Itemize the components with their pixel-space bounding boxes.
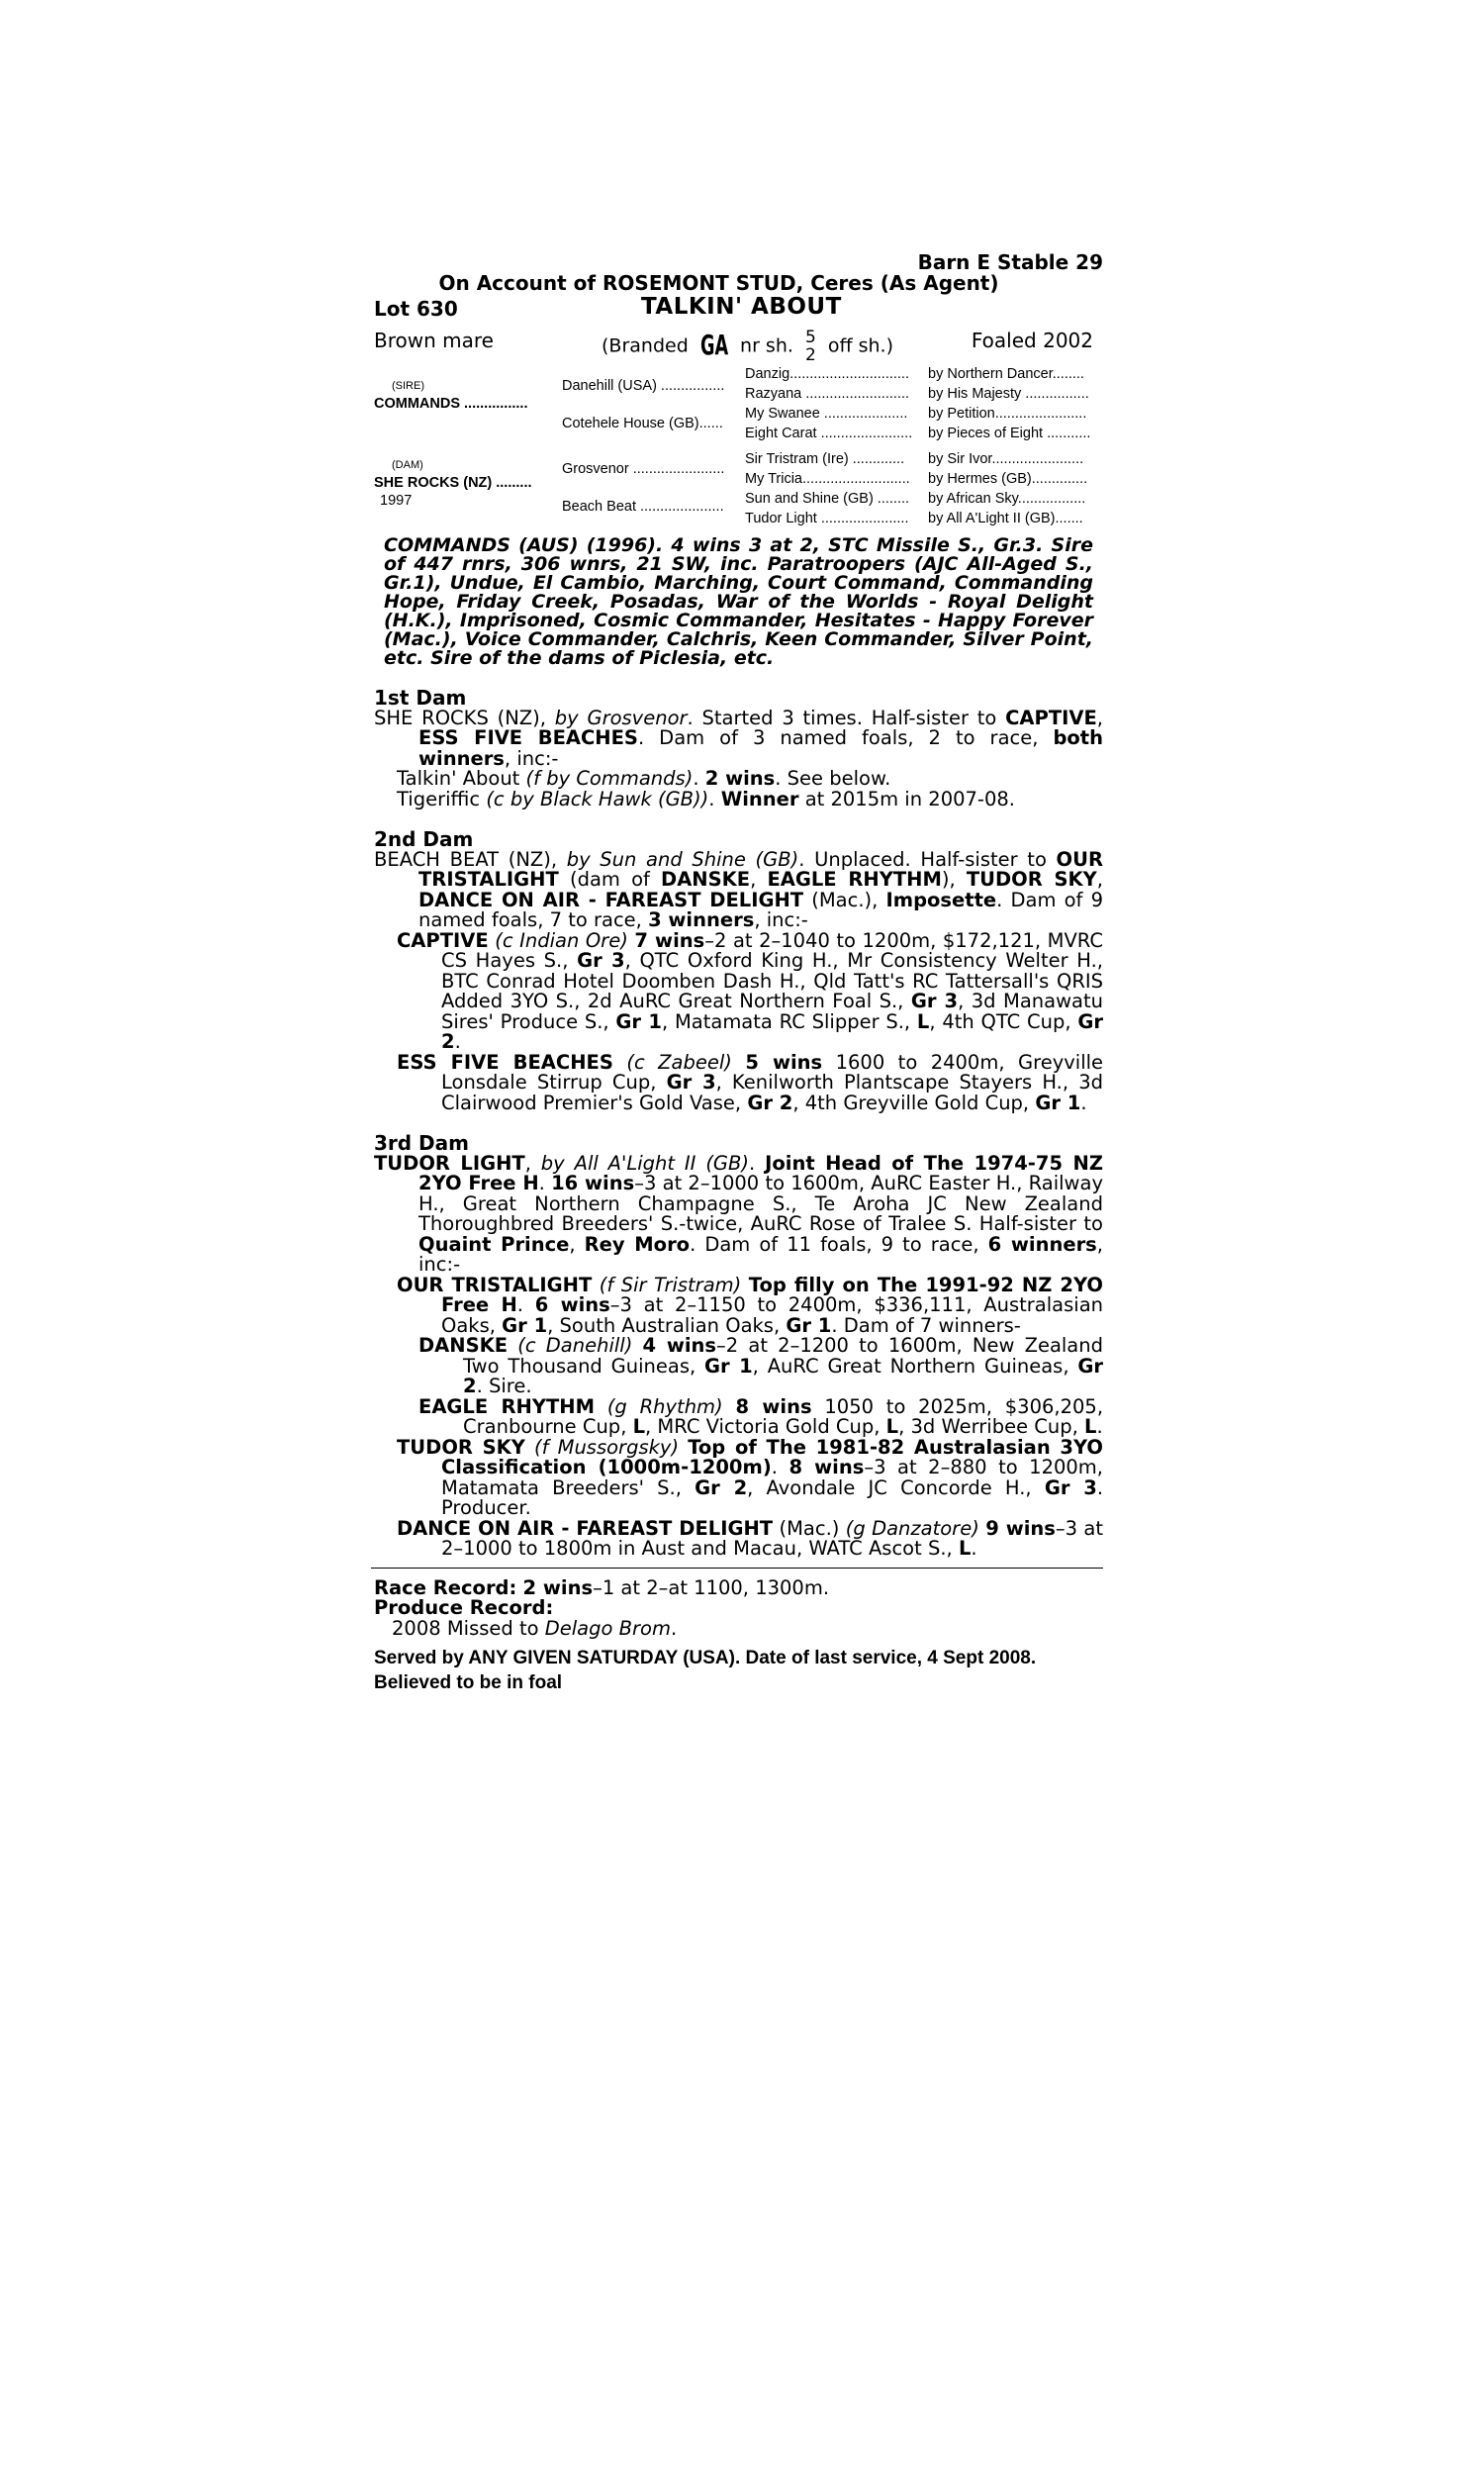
second-dam-heading: 2nd Dam <box>374 827 474 851</box>
entry-text: (Mac.) <box>773 1516 846 1540</box>
entry-text: Gr 1 <box>1035 1091 1081 1114</box>
by-line-4: by Pieces of Eight ........... <box>928 426 1091 441</box>
entry-text: , <box>1096 706 1103 729</box>
entry-text: . <box>771 1456 789 1478</box>
entry-text: . Dam of 3 named foals, 2 to race, <box>637 726 1054 749</box>
by-line-2: by His Majesty ................ <box>928 386 1089 402</box>
entry-text: (f Sir Tristram) <box>599 1273 742 1296</box>
pedigree-entry <box>374 1336 1103 1397</box>
grandsire-1: Danehill (USA) ................ <box>562 378 725 394</box>
description-row <box>374 323 1103 365</box>
entry-text: , QTC Oxford King H., Mr Consistency Welter H., BTC Conrad Hotel Doomben Dash H., Qld Tatt's RC Tattersall's QRIS Added 3YO S., 2d AuRC Great Northern Foal S., <box>441 949 1103 1012</box>
produce-record-text: 2008 Missed to <box>392 1616 545 1640</box>
entry-text: Tigeriffic <box>397 787 487 810</box>
entry-text: Top of The 1981-82 Australasian 3YO Classification (1000m-1200m) <box>441 1435 1104 1478</box>
entry-text: 6 wins <box>534 1293 610 1316</box>
entry-text: Gr 3 <box>910 990 959 1012</box>
entry-text: 7 wins <box>634 928 705 952</box>
entry-text: 9 wins <box>985 1516 1056 1540</box>
ancestor-6: My Tricia........................... <box>745 471 910 487</box>
entry-text: Gr 1 <box>502 1313 548 1337</box>
entry-text: L <box>1084 1415 1097 1438</box>
entry-text: 4 wins <box>642 1334 717 1357</box>
entry-text: TUDOR LIGHT <box>374 1151 525 1175</box>
entry-text: OUR TRISTALIGHT <box>397 1273 593 1296</box>
entry-text: CAPTIVE <box>397 928 489 952</box>
entry-text: ESS FIVE BEACHES <box>418 726 638 749</box>
entry-text: . <box>708 787 721 810</box>
lot-row <box>374 294 1103 323</box>
entry-text: . <box>1080 1091 1087 1114</box>
entry-text: Gr 1 <box>704 1354 753 1378</box>
entry-text: both winners <box>418 726 1103 770</box>
entry-text: , Matamata RC Slipper S., <box>661 1009 917 1033</box>
race-record <box>374 1575 1103 1599</box>
ancestor-7: Sun and Shine (GB) ........ <box>745 491 910 507</box>
vendor-account: On Account of ROSEMONT STUD, Ceres (As Agent) <box>438 270 999 295</box>
entry-text: ), <box>941 868 967 891</box>
entry-text: , <box>1096 868 1103 891</box>
grandsire-3: Grosvenor ....................... <box>562 461 725 477</box>
entry-text: . <box>693 767 705 790</box>
entry-text: DANCE ON AIR - FAREAST DELIGHT <box>418 888 804 911</box>
second-dam-section <box>374 847 1104 1114</box>
entry-text: (dam of <box>558 868 662 891</box>
entry-text: Imposette <box>885 888 997 911</box>
first-dam-section <box>374 706 1103 810</box>
dam-year: 1997 <box>380 493 413 509</box>
catalogue-page <box>374 252 1103 1693</box>
entry-text: , inc:- <box>754 908 808 931</box>
entry-text: CAPTIVE <box>1005 706 1097 729</box>
horse-name: TALKIN' ABOUT <box>641 294 842 320</box>
entry-text: Gr 3 <box>1044 1475 1097 1499</box>
brand-mid: nr sh. <box>740 334 793 357</box>
pedigree-entry <box>374 1273 1104 1337</box>
entry-text: . <box>516 1293 535 1316</box>
sire-summary: COMMANDS (AUS) (1996). 4 wins 3 at 2, STC Missile S., Gr.3. Sire of 447 rnrs, 306 wnrs, 21 SW, inc. Paratroopers (AJC All-Aged S., Gr.1), Undue, El Cambio, Marching, Court Command, Commanding Hope, Friday Creek, Posadas, War of the Worlds - Royal Delight (H.K.), Imprisoned, Cosmic Commander, Hesitates - Happy Forever (Mac.), Voice Commander, Calchris, Keen Commander, Silver Point, etc. Sire of the dams of Piclesia, etc. <box>384 534 1093 669</box>
entry-text: TUDOR SKY <box>397 1435 525 1459</box>
sire-tag: (SIRE) <box>392 380 424 392</box>
service-note: Served by ANY GIVEN SATURDAY (USA). Date of last service, 4 Sept 2008. <box>374 1648 1037 1668</box>
entry-text: . <box>749 1151 766 1175</box>
entry-text: , 3d Werribee Cup, <box>898 1415 1085 1438</box>
entry-text: Gr 2 <box>441 1009 1103 1053</box>
pedigree-entry <box>374 847 1103 931</box>
lot-number: Lot 630 <box>374 297 458 321</box>
produce-record-entry <box>374 1616 1103 1640</box>
entry-text: L <box>885 1415 899 1438</box>
entry-text: ESS FIVE BEACHES <box>397 1050 613 1074</box>
entry-text: Gr 1 <box>786 1313 832 1337</box>
entry-text: EAGLE RHYTHM <box>767 868 942 891</box>
fraction-denominator: 2 <box>804 345 816 365</box>
by-line-1: by Northern Dancer........ <box>928 366 1084 382</box>
brand-mark: GA <box>699 328 728 361</box>
ancestor-1: Danzig.............................. <box>745 366 909 382</box>
pedigree-entry <box>374 1435 1104 1519</box>
entry-text: Gr 3 <box>577 949 625 972</box>
entry-text: DANSKE <box>661 868 751 891</box>
entry-text: L <box>632 1415 646 1438</box>
produce-record-sire: Delago Brom <box>544 1616 671 1640</box>
brand-post: off sh.) <box>827 334 893 357</box>
entry-text: , 4th QTC Cup, <box>929 1009 1078 1033</box>
entry-text: 1600 to 2400m, Greyville Lonsdale Stirrup Cup, <box>441 1050 1104 1094</box>
entry-text: –3 at 2–880 to 1200m, Matamata Breeders' S., <box>441 1456 1103 1499</box>
entry-text: by All A'Light II (GB) <box>540 1151 750 1175</box>
entry-text: , <box>569 1232 585 1256</box>
ancestor-5: Sir Tristram (Ire) ............. <box>745 451 905 467</box>
entry-text: , <box>524 1151 541 1175</box>
entry-text: . Sire. <box>476 1375 532 1397</box>
pedigree-entry <box>374 787 1103 810</box>
entry-text: –3 at 2–1000 to 1600m, AuRC Easter H., Railway H., Great Northern Champagne S., Te Aroha JC New Zealand Thoroughbred Breeders' S.-twice, AuRC Rose of Tralee S. Half-sister to <box>418 1172 1103 1235</box>
produce-record-label: Produce Record: <box>374 1596 554 1619</box>
by-line-5: by Sir Ivor....................... <box>928 451 1084 467</box>
entry-text: . Producer. <box>441 1475 1104 1519</box>
race-record-detail: –1 at 2–at 1100, 1300m. <box>593 1575 830 1599</box>
third-dam-section <box>374 1151 1104 1560</box>
entry-text: (Mac.), <box>803 888 886 911</box>
entry-text: –2 at 2–1040 to 1200m, $172,121, MVRC CS Hayes S., <box>441 928 1103 972</box>
entry-text: 8 wins <box>788 1456 865 1478</box>
entry-text: , inc:- <box>504 746 559 770</box>
entry-text: 8 wins <box>735 1394 812 1418</box>
by-line-7: by African Sky................. <box>928 491 1086 507</box>
fraction-numerator: 5 <box>804 328 816 347</box>
entry-text: (f by Commands) <box>525 767 694 790</box>
barn-stable: Barn E Stable 29 <box>917 250 1103 274</box>
pedigree-entry <box>374 1516 1104 1560</box>
entry-text: , inc:- <box>418 1232 1103 1276</box>
first-dam-heading: 1st Dam <box>374 686 467 710</box>
third-dam-heading: 3rd Dam <box>374 1131 469 1155</box>
entry-text: Joint Head of The 1974-75 NZ 2YO Free H <box>418 1151 1103 1194</box>
entry-text: . Dam of 11 foals, 9 to race, <box>690 1232 988 1256</box>
ancestor-2: Razyana .......................... <box>745 386 909 402</box>
produce-record <box>374 1598 1103 1639</box>
entry-text: 5 wins <box>745 1050 823 1074</box>
entry-text: 16 wins <box>551 1172 635 1194</box>
entry-text: Gr 3 <box>666 1071 716 1094</box>
sire-name: COMMANDS ................ <box>374 396 528 412</box>
dam-tag: (DAM) <box>392 459 423 471</box>
entry-text: (g Danzatore) <box>845 1516 979 1540</box>
entry-text: EAGLE RHYTHM <box>418 1394 596 1418</box>
entry-text: by Sun and Shine (GB) <box>566 847 799 871</box>
entry-text: –3 at 2–1150 to 2400m, $336,111, Australasian Oaks, <box>441 1293 1104 1337</box>
entry-text: 6 winners <box>987 1232 1097 1256</box>
entry-text: , Avondale JC Concorde H., <box>747 1475 1045 1499</box>
pedigree-entry <box>374 928 1103 1053</box>
brand-info <box>602 329 893 364</box>
entry-text: (g Rhythm) <box>606 1394 723 1418</box>
entry-text: DANSKE <box>418 1334 509 1357</box>
entry-text: SHE ROCKS (NZ), <box>374 706 555 729</box>
entry-text: Talkin' About <box>397 767 526 790</box>
entry-text: Gr 1 <box>615 1009 662 1033</box>
entry-text: Rey Moro <box>584 1232 691 1256</box>
entry-text: Gr 2 <box>695 1475 748 1499</box>
grandsire-2: Cotehele House (GB)...... <box>562 416 723 431</box>
entry-text: , <box>750 868 768 891</box>
entry-text: (c by Black Hawk (GB)) <box>486 787 709 810</box>
pedigree-table <box>374 362 1103 526</box>
in-foal-note: Believed to be in foal <box>374 1671 563 1693</box>
entry-text: (c Indian Ore) <box>495 928 628 952</box>
entry-text: BEACH BEAT (NZ), <box>374 847 567 871</box>
by-line-6: by Hermes (GB).............. <box>928 471 1088 487</box>
entry-text: L <box>916 1009 930 1033</box>
entry-text: , MRC Victoria Gold Cup, <box>645 1415 886 1438</box>
entry-text: (f Mussorgsky) <box>534 1435 680 1459</box>
entry-text: Top filly on The 1991-92 NZ 2YO Free H <box>441 1273 1103 1316</box>
by-line-8: by All A'Light II (GB)....... <box>928 511 1083 526</box>
race-record-label: Race Record: <box>374 1575 517 1599</box>
entry-text: –3 at 2–1000 to 1800m in Aust and Macau, WATC Ascot S., <box>441 1516 1104 1560</box>
pedigree-entry <box>374 1050 1104 1114</box>
ancestor-4: Eight Carat ....................... <box>745 426 913 441</box>
pedigree-entry <box>374 1394 1104 1438</box>
entry-text: DANCE ON AIR - FAREAST DELIGHT <box>397 1516 774 1540</box>
entry-text: , South Australian Oaks, <box>547 1313 787 1337</box>
entry-text: . Dam of 7 winners- <box>831 1313 1021 1337</box>
dam-name: SHE ROCKS (NZ) ......... <box>374 475 532 491</box>
grandsire-4: Beach Beat ..................... <box>562 499 724 515</box>
entry-text: . Unplaced. Half-sister to <box>798 847 1057 871</box>
ancestor-3: My Swanee ..................... <box>745 406 908 422</box>
entry-text: Quaint Prince <box>418 1232 570 1256</box>
entry-text: , Kenilworth Plantscape Stayers H., 3d Clairwood Premier's Gold Vase, <box>441 1071 1104 1114</box>
entry-text: –2 at 2–1200 to 1600m, New Zealand Two Thousand Guineas, <box>463 1334 1103 1378</box>
entry-text: , 3d Manawatu Sires' Produce S., <box>441 990 1103 1033</box>
entry-text: , AuRC Great Northern Guineas, <box>752 1354 1078 1378</box>
entry-text: OUR TRISTALIGHT <box>418 847 1103 891</box>
entry-text: Gr 2 <box>463 1354 1103 1397</box>
entry-text: 2 wins <box>704 767 776 790</box>
entry-text: (c Zabeel) <box>626 1050 732 1074</box>
by-line-3: by Petition....................... <box>928 406 1087 422</box>
produce-record-end: . <box>670 1616 678 1640</box>
entry-text: . <box>538 1172 552 1194</box>
brand-pre: (Branded <box>602 334 689 357</box>
pedigree-entry <box>374 706 1103 770</box>
pedigree-entry <box>374 769 1103 790</box>
foaled-year: Foaled 2002 <box>971 329 1093 352</box>
entry-text: by Grosvenor <box>554 706 688 729</box>
entry-text: , 4th Greyville Gold Cup, <box>792 1091 1036 1114</box>
section-divider <box>371 1568 1103 1569</box>
entry-text: . <box>1096 1415 1103 1438</box>
entry-text: at 2015m in 2007-08. <box>798 787 1015 810</box>
entry-text: Gr 2 <box>747 1091 793 1114</box>
entry-text: . <box>454 1030 461 1053</box>
entry-text: 3 winners <box>648 908 755 931</box>
entry-text: 1050 to 2025m, $306,205, Cranbourne Cup, <box>463 1394 1104 1438</box>
entry-text: L <box>958 1537 972 1560</box>
entry-text: . Dam of 9 named foals, 7 to race, <box>418 888 1103 931</box>
brand-fraction <box>805 329 816 364</box>
pedigree-entry <box>374 1151 1103 1276</box>
entry-text: TUDOR SKY <box>966 868 1097 891</box>
entry-text: . See below. <box>775 767 891 790</box>
entry-text: Winner <box>720 787 799 810</box>
entry-text: (c Danehill) <box>517 1334 633 1357</box>
horse-sex-colour: Brown mare <box>374 329 494 352</box>
entry-text: . <box>971 1537 977 1560</box>
race-record-wins: 2 wins <box>522 1575 594 1599</box>
entry-text: . Started 3 times. Half-sister to <box>687 706 1006 729</box>
ancestor-8: Tudor Light ...................... <box>745 511 909 526</box>
